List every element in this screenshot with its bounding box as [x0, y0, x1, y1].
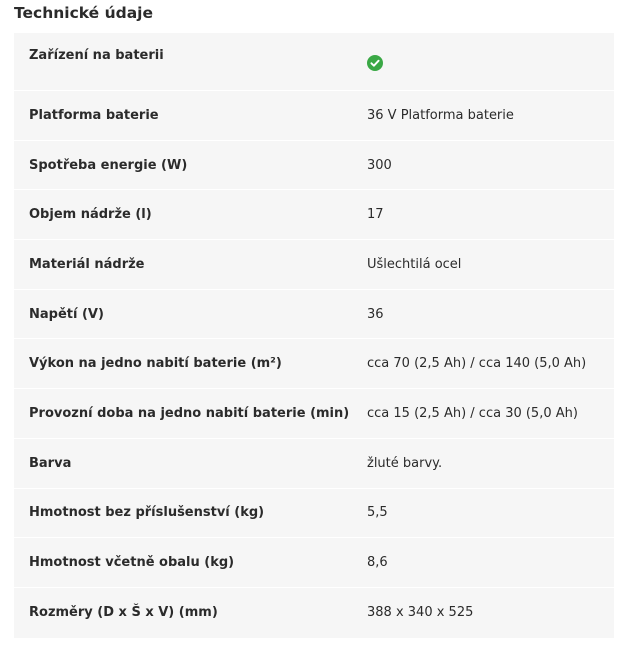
- spec-row-battery-platform: [14, 91, 614, 141]
- spec-value: [367, 33, 383, 90]
- spec-label: Napětí (V): [29, 306, 104, 322]
- spec-label: Hmotnost včetně obalu (kg): [29, 555, 235, 571]
- spec-label: Hmotnost bez příslušenství (kg): [29, 505, 265, 521]
- spec-table: [14, 33, 614, 638]
- spec-value: Ušlechtilá ocel: [367, 256, 462, 272]
- spec-label: Provozní doba na jedno nabití baterie (min): [29, 405, 350, 421]
- spec-value: cca 70 (2,5 Ah) / cca 140 (5,0 Ah): [367, 356, 587, 372]
- spec-label: Zařízení na baterii: [29, 48, 164, 63]
- spec-row-color: [14, 439, 614, 489]
- spec-value: 388 x 340 x 525: [367, 605, 474, 621]
- spec-value: 5,5: [367, 505, 388, 521]
- spec-label: Rozměry (D x Š x V) (mm): [29, 605, 218, 621]
- section-title: Technické údaje: [14, 4, 154, 22]
- spec-value: 8,6: [367, 555, 388, 571]
- spec-label: Barva: [29, 455, 72, 471]
- spec-label: Platforma baterie: [29, 107, 159, 123]
- spec-row-weight-with-packaging: [14, 538, 614, 588]
- spec-label: Materiál nádrže: [29, 256, 145, 272]
- spec-value: 300: [367, 157, 392, 173]
- spec-value: 17: [367, 207, 384, 223]
- spec-label: Výkon na jedno nabití baterie (m²): [29, 356, 282, 372]
- spec-value: 36 V Platforma baterie: [367, 107, 514, 123]
- spec-label: Spotřeba energie (W): [29, 157, 188, 173]
- spec-value: cca 15 (2,5 Ah) / cca 30 (5,0 Ah): [367, 405, 578, 421]
- check-circle-icon: [367, 55, 383, 71]
- spec-label: Objem nádrže (l): [29, 207, 152, 223]
- spec-value: 36: [367, 306, 384, 322]
- spec-row-dimensions: [14, 588, 614, 638]
- spec-row-runtime-per-charge: [14, 389, 614, 439]
- spec-row-weight-without-accessories: [14, 489, 614, 539]
- spec-row-voltage: [14, 290, 614, 340]
- spec-row-area-per-charge: [14, 339, 614, 389]
- spec-row-tank-volume: [14, 190, 614, 240]
- spec-row-tank-material: [14, 240, 614, 290]
- spec-row-power-consumption: [14, 141, 614, 191]
- spec-row-battery-device: [14, 33, 614, 91]
- spec-value: žluté barvy.: [367, 455, 443, 471]
